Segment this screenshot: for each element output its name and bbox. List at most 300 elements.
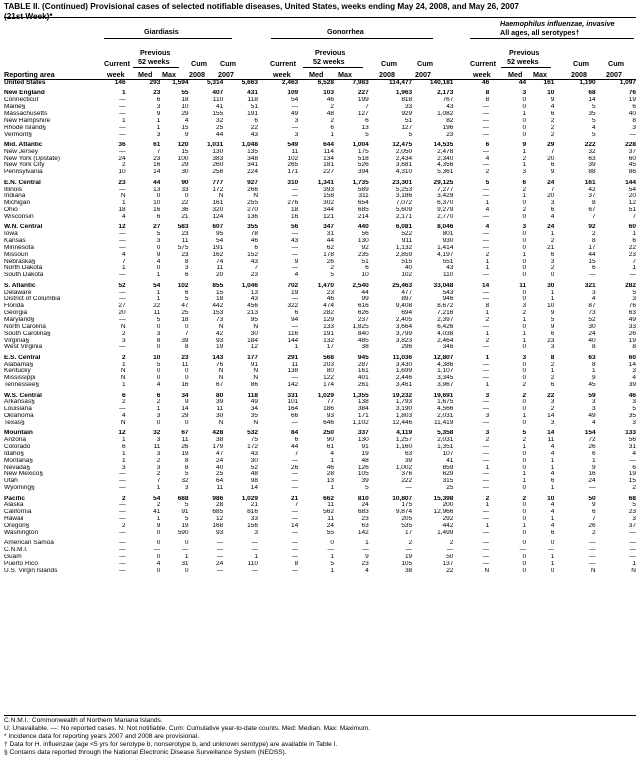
table-row — [4, 231, 636, 238]
value-cell: 73 — [588, 310, 596, 317]
value-cell: 114,477 — [389, 80, 413, 86]
table-row — [4, 375, 636, 382]
table-row — [4, 187, 636, 194]
value-cell: 3 — [522, 224, 527, 231]
value-cell: 153 — [212, 310, 224, 317]
value-cell: 3 — [485, 430, 490, 437]
table-row — [4, 259, 636, 266]
value-cell: — — [182, 547, 189, 554]
value-cell: 76 — [216, 361, 224, 368]
reporting-area-cell: Maryland§ — [4, 316, 35, 323]
value-cell: 801 — [442, 231, 454, 238]
reporting-area-cell: Mid. Atlantic — [4, 141, 43, 148]
value-cell: 315 — [442, 478, 454, 485]
value-cell: 0 — [522, 553, 527, 560]
value-cell: 3 — [156, 450, 161, 457]
table-row — [4, 193, 636, 200]
value-cell: — — [482, 509, 490, 516]
rule-table-bottom — [4, 715, 636, 716]
value-cell: 3 — [632, 124, 636, 131]
reporting-area-cell: Oregon§ — [4, 522, 30, 529]
value-cell: 27 — [153, 224, 161, 231]
value-cell: — — [119, 502, 126, 509]
value-cell: 2,397 — [437, 316, 454, 323]
value-cell: 91 — [181, 509, 189, 516]
value-cell: 1 — [522, 110, 527, 117]
value-cell: 47 — [181, 303, 189, 310]
value-cell: 1 — [632, 231, 636, 238]
value-cell: 138 — [357, 399, 369, 406]
value-cell: 0 — [522, 399, 527, 406]
value-cell: N — [120, 193, 126, 200]
value-cell: 92 — [361, 244, 369, 251]
reporting-area-cell: Georgia — [4, 310, 28, 317]
value-cell: — — [629, 553, 636, 560]
value-cell: 78 — [250, 231, 259, 238]
value-cell: — — [327, 547, 335, 554]
value-cell: 21 — [181, 213, 189, 220]
value-cell: 282 — [625, 282, 636, 289]
value-cell: 100 — [177, 155, 189, 162]
region-row — [4, 224, 636, 231]
value-cell: 86 — [628, 169, 636, 176]
value-cell: — — [153, 547, 161, 554]
value-cell: — — [291, 251, 299, 258]
value-cell: 2 — [156, 502, 161, 509]
value-cell: 1 — [121, 90, 126, 97]
value-cell: — — [291, 547, 299, 554]
hdr-reporting-area: Reporting area — [4, 70, 55, 79]
value-cell: — — [119, 272, 126, 279]
value-cell: 18 — [118, 207, 126, 214]
value-cell: 39 — [404, 457, 413, 464]
value-cell: 2,446 — [395, 375, 413, 382]
value-cell: — — [589, 485, 596, 492]
value-cell: 7 — [184, 330, 189, 337]
value-cell: 6,426 — [437, 323, 454, 330]
reporting-area-cell: Alaska — [4, 502, 24, 509]
value-cell: 526 — [357, 162, 369, 169]
value-cell: 2,859 — [395, 251, 413, 258]
value-cell: — — [482, 110, 490, 117]
value-cell: 22 — [250, 124, 259, 131]
value-cell: 48 — [326, 110, 335, 117]
value-cell: 7,983 — [352, 80, 369, 86]
value-cell: 8,672 — [437, 303, 454, 310]
value-cell: 440 — [357, 224, 369, 231]
value-cell: 816 — [247, 509, 259, 516]
value-cell: 0 — [522, 265, 527, 272]
value-cell: 5 — [485, 179, 490, 186]
value-cell: 0 — [522, 457, 527, 464]
value-cell: 30 — [250, 457, 259, 464]
value-cell: 213 — [247, 310, 259, 317]
value-cell: 23 — [361, 560, 369, 567]
value-cell: 8 — [632, 117, 636, 124]
value-cell: 1 — [522, 478, 527, 485]
value-cell: 428 — [212, 430, 224, 437]
value-cell: — — [629, 272, 636, 279]
value-cell: — — [216, 567, 224, 574]
value-cell: 474 — [323, 303, 335, 310]
value-cell: 43 — [290, 238, 299, 245]
value-cell: — — [291, 567, 299, 574]
value-cell: 2 — [449, 540, 454, 547]
value-cell: 1 — [522, 251, 527, 258]
value-cell: 1,963 — [395, 90, 413, 97]
value-cell: 4 — [632, 450, 636, 457]
value-cell: 2 — [550, 117, 555, 124]
value-cell: 84 — [290, 430, 299, 437]
value-cell: 644 — [323, 141, 335, 148]
value-cell: 17 — [404, 529, 413, 536]
value-cell: 86 — [250, 382, 259, 389]
value-cell: 1 — [121, 117, 126, 124]
value-cell: 130 — [357, 437, 369, 444]
value-cell: 174 — [323, 382, 335, 389]
table-row — [4, 561, 636, 568]
reporting-area-cell: Vermont§ — [4, 131, 32, 138]
value-cell: 23 — [326, 289, 335, 296]
table-row — [4, 399, 636, 406]
value-cell: 383 — [212, 155, 224, 162]
value-cell: 1 — [485, 265, 490, 272]
value-cell: 21 — [290, 495, 299, 502]
reporting-area-cell: Tennessee§ — [4, 382, 40, 389]
value-cell: 0 — [522, 272, 527, 279]
table-row — [4, 200, 636, 207]
value-cell: 5,609 — [395, 207, 413, 214]
value-cell: 4 — [365, 567, 369, 574]
value-cell: 171 — [287, 169, 299, 176]
value-cell: 3 — [550, 344, 555, 351]
value-cell: 38 — [404, 567, 413, 574]
value-cell: 19,691 — [433, 392, 454, 399]
value-cell: 8 — [184, 344, 189, 351]
value-cell: 59 — [588, 392, 596, 399]
value-cell: 11 — [181, 238, 189, 245]
value-cell: 0 — [522, 97, 527, 104]
reporting-area-cell: District of Columbia — [4, 296, 61, 303]
value-cell: 5 — [522, 430, 527, 437]
value-cell: 35 — [588, 110, 596, 117]
value-cell: 77 — [326, 399, 335, 406]
reporting-area-cell: New England — [4, 90, 45, 97]
value-cell: 1,470 — [317, 282, 335, 289]
value-cell: 1 — [550, 485, 555, 492]
value-cell: 5 — [632, 502, 636, 509]
value-cell: 1 — [121, 382, 126, 389]
value-cell: 3,430 — [395, 361, 413, 368]
value-cell: 9 — [156, 110, 161, 117]
value-cell: — — [251, 540, 259, 547]
value-cell: 43 — [250, 131, 259, 138]
value-cell: 101 — [287, 399, 299, 406]
value-cell: 0 — [184, 419, 189, 426]
rule-header-top — [4, 17, 636, 18]
table-row — [4, 530, 636, 537]
value-cell: 7 — [254, 265, 259, 272]
value-cell: N — [218, 193, 224, 200]
value-cell: — — [629, 529, 636, 536]
value-cell: 0 — [522, 258, 527, 265]
value-cell: 7 — [550, 148, 555, 155]
value-cell: 74 — [216, 258, 224, 265]
value-cell: 3 — [592, 289, 596, 296]
value-cell: N — [590, 567, 596, 574]
value-cell: 897 — [401, 296, 413, 303]
value-cell: 95 — [250, 316, 259, 323]
value-cell: — — [119, 516, 126, 523]
value-cell: 4 — [156, 560, 161, 567]
value-cell: 33 — [181, 186, 189, 193]
value-cell: 15 — [628, 478, 636, 485]
value-cell: 38 — [216, 437, 224, 444]
value-cell: 9 — [592, 464, 596, 471]
value-cell: 7 — [592, 516, 596, 523]
value-cell: 11 — [547, 437, 555, 444]
value-cell: — — [216, 547, 224, 554]
value-cell: 11 — [291, 148, 299, 155]
value-cell: 14 — [181, 406, 189, 413]
value-cell: 63 — [588, 354, 596, 361]
value-cell: 41 — [153, 509, 161, 516]
value-cell: 442 — [442, 522, 454, 529]
table-row — [4, 471, 636, 478]
value-cell: 5,358 — [437, 430, 454, 437]
table-row — [4, 516, 636, 523]
value-cell: 43 — [250, 450, 259, 457]
value-cell: 227 — [323, 169, 335, 176]
reporting-area-cell: Nebraska§ — [4, 258, 36, 265]
value-cell: 683 — [357, 509, 369, 516]
reporting-area-cell: Massachusetts — [4, 110, 48, 117]
value-cell: 91 — [361, 444, 369, 451]
value-cell: 3,967 — [437, 382, 454, 389]
value-cell: 3 — [550, 200, 555, 207]
value-cell: 61 — [153, 141, 161, 148]
value-cell: 6 — [254, 117, 259, 124]
value-cell: 43 — [446, 104, 454, 111]
value-cell: 2 — [485, 437, 490, 444]
value-cell: 1,102 — [352, 419, 369, 426]
table-row — [4, 338, 636, 345]
value-cell: 6 — [121, 392, 126, 399]
value-cell: 2 — [330, 104, 335, 111]
value-cell: 26 — [290, 464, 299, 471]
reporting-area-cell: West Virginia — [4, 344, 43, 351]
value-cell: 24 — [326, 522, 335, 529]
value-cell: 583 — [177, 224, 189, 231]
value-cell: — — [482, 368, 490, 375]
value-cell: 2,463 — [281, 80, 299, 86]
reporting-area-cell: C.N.M.I. — [4, 547, 28, 554]
value-cell: 29 — [181, 413, 189, 420]
value-cell: 22 — [628, 244, 636, 251]
value-cell: 6 — [121, 444, 126, 451]
value-cell: 590 — [177, 529, 189, 536]
table-row — [4, 344, 636, 351]
value-cell: 25 — [446, 485, 454, 492]
region-row — [4, 496, 636, 503]
value-cell: 33,048 — [433, 282, 454, 289]
value-cell: — — [482, 244, 490, 251]
value-cell: 133 — [323, 323, 335, 330]
value-cell: 0 — [522, 296, 527, 303]
value-cell: 291 — [287, 354, 299, 361]
reporting-area-cell: Rhode Island§ — [4, 124, 46, 131]
value-cell: 23 — [118, 179, 126, 186]
value-cell: 1 — [294, 344, 299, 351]
value-cell: 2,405 — [395, 316, 413, 323]
value-cell: 205 — [401, 516, 413, 523]
value-cell: 2 — [121, 399, 126, 406]
group-rule-hflu — [470, 38, 634, 39]
value-cell: 3,799 — [395, 330, 413, 337]
value-cell: — — [119, 289, 126, 296]
value-cell: 589 — [357, 186, 369, 193]
value-cell: 532 — [247, 430, 259, 437]
value-cell: 3 — [254, 529, 259, 536]
value-cell: 575 — [177, 244, 189, 251]
value-cell: 52 — [118, 282, 126, 289]
value-cell: — — [291, 516, 299, 523]
value-cell: 27 — [118, 303, 126, 310]
value-cell: 282 — [323, 310, 335, 317]
value-cell: 9 — [550, 169, 555, 176]
value-cell: 46 — [250, 238, 259, 245]
value-cell: 2,171 — [395, 213, 413, 220]
value-cell: 7,072 — [395, 200, 413, 207]
reporting-area-cell: Utah — [4, 478, 18, 485]
value-cell: 3 — [550, 258, 555, 265]
reporting-area-cell: Louisiana — [4, 406, 32, 413]
value-cell: 5 — [184, 471, 189, 478]
value-cell: 562 — [323, 509, 335, 516]
value-cell: 29 — [547, 141, 555, 148]
value-cell: 4,038 — [437, 330, 454, 337]
value-cell: 18 — [216, 296, 224, 303]
value-cell: 5 — [330, 272, 335, 279]
rule-n-52weeks — [303, 67, 363, 68]
value-cell: 22 — [446, 567, 454, 574]
value-cell: 14 — [482, 282, 490, 289]
value-cell: 6,081 — [395, 224, 413, 231]
value-cell: — — [291, 375, 299, 382]
value-cell: — — [482, 124, 490, 131]
value-cell: 15 — [181, 124, 189, 131]
value-cell: 93 — [326, 413, 335, 420]
value-cell: 31 — [181, 560, 189, 567]
value-cell: 1,803 — [395, 413, 413, 420]
value-cell: 156 — [247, 522, 259, 529]
value-cell: 17 — [588, 244, 596, 251]
value-cell: 19 — [628, 337, 636, 344]
value-cell: 616 — [357, 303, 369, 310]
table-row — [4, 437, 636, 444]
value-cell: 5,361 — [437, 169, 454, 176]
value-cell: 250 — [323, 430, 335, 437]
value-cell: 6,370 — [437, 200, 454, 207]
value-cell: 3,345 — [437, 375, 454, 382]
value-cell: 14 — [250, 485, 259, 492]
value-cell: 82 — [446, 117, 454, 124]
value-cell: 1,046 — [241, 282, 259, 289]
value-cell: 9 — [184, 131, 189, 138]
hdr-h-year2007: 2007 — [606, 70, 622, 79]
value-cell: 24 — [547, 224, 555, 231]
value-cell: 1,594 — [172, 80, 189, 86]
value-cell: 21 — [547, 244, 555, 251]
value-cell: 2,540 — [352, 282, 369, 289]
value-cell: 30 — [181, 169, 189, 176]
value-cell: 23 — [181, 251, 189, 258]
value-cell: 1 — [522, 148, 527, 155]
value-cell: — — [119, 104, 126, 111]
value-cell: 2,464 — [437, 337, 454, 344]
value-cell: 52 — [588, 316, 596, 323]
value-cell: 522 — [401, 231, 413, 238]
value-cell: 102 — [401, 272, 413, 279]
table-row — [4, 465, 636, 472]
table-row — [4, 444, 636, 451]
value-cell: 10 — [118, 169, 126, 176]
value-cell: 1 — [550, 231, 555, 238]
value-cell: 114 — [323, 148, 335, 155]
value-cell: — — [482, 529, 490, 536]
reporting-area-cell: Pennsylvania — [4, 169, 43, 176]
footnote-nedss: § Contains data reported through the National Electronic Disease Surveillance System (NEDSS). — [4, 749, 287, 756]
value-cell: 39 — [361, 478, 369, 485]
value-cell: 24 — [216, 560, 224, 567]
hdr-h-week: week — [473, 70, 491, 79]
value-cell: 1 — [550, 516, 555, 523]
value-cell: 134 — [323, 155, 335, 162]
value-cell: 10 — [547, 495, 555, 502]
hdr-h-med: Med — [508, 70, 523, 79]
value-cell: 11 — [153, 310, 161, 317]
value-cell: 6 — [550, 207, 555, 214]
value-cell: 7 — [121, 258, 126, 265]
value-cell: — — [291, 485, 299, 492]
value-cell: 15 — [181, 148, 189, 155]
value-cell: — — [291, 186, 299, 193]
hdr-n-year2007: 2007 — [415, 70, 431, 79]
value-cell: 1 — [121, 450, 126, 457]
value-cell: 184 — [247, 337, 259, 344]
reporting-area-cell: New York City — [4, 162, 45, 169]
value-cell: 2 — [156, 399, 161, 406]
value-cell: 235 — [357, 251, 369, 258]
value-cell: 2 — [522, 392, 527, 399]
value-cell: 626 — [357, 310, 369, 317]
region-row — [4, 393, 636, 400]
value-cell: 109 — [287, 90, 299, 97]
value-cell: 1 — [522, 316, 527, 323]
value-cell: 0 — [522, 231, 527, 238]
value-cell: 945 — [357, 354, 369, 361]
value-cell: 2 — [485, 337, 490, 344]
value-cell: 54 — [153, 282, 161, 289]
value-cell: 26 — [588, 444, 596, 451]
value-cell: 46 — [326, 464, 335, 471]
value-cell: 5,663 — [241, 80, 259, 86]
footnote-provisional: * Incidence data for reporting years 2007 and 2008 are provisional. — [4, 733, 200, 740]
value-cell: — — [482, 344, 490, 351]
value-cell: 3,461 — [395, 382, 413, 389]
value-cell: 0 — [522, 117, 527, 124]
value-cell: 6 — [184, 289, 189, 296]
